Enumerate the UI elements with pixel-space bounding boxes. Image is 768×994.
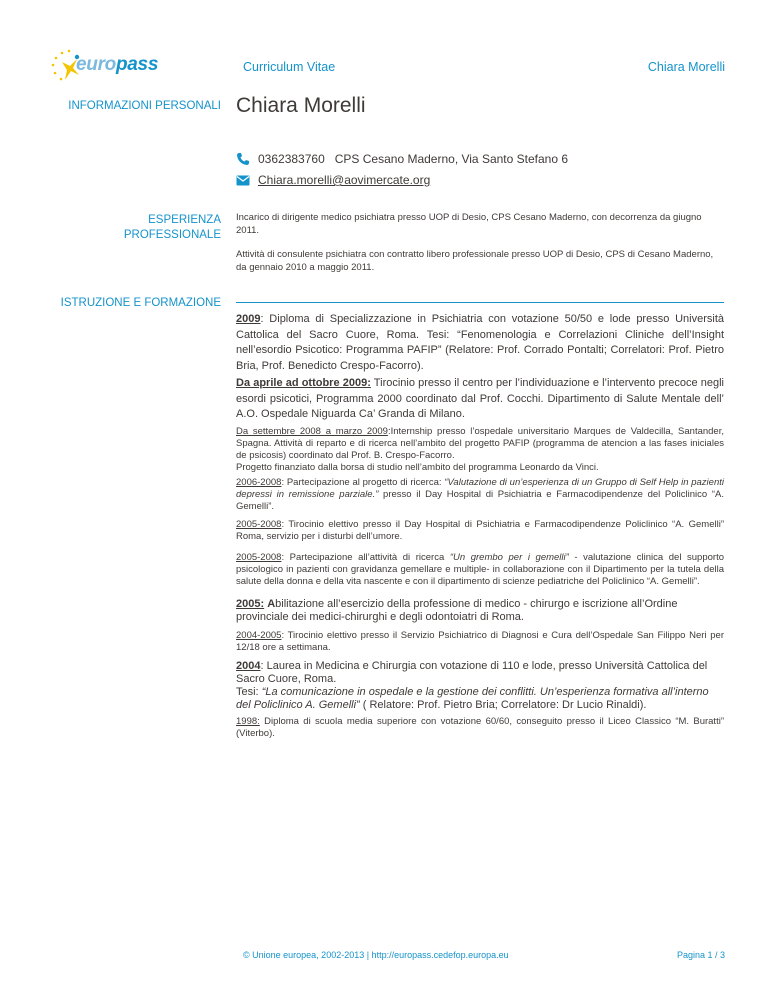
education-entry: 2005: Abilitazione all’esercizio della professione di medico - chirurgo e iscrizione all’Ordine provinciale dei medici-chirurghi e degli odontoiatri di Roma. bbox=[236, 598, 678, 623]
europass-logo bbox=[50, 48, 160, 86]
education-entry: Da aprile ad ottobre 2009: Tirocinio presso il centro per l’individuazione e l’intervento precoce negli esordi psicotici, Programma 2000 coordinato dal Prof. Cocchi. Dipartimento di Salute Mentale dell’ A.O. Ospedale Niguarda Ca’ Granda di Milano. bbox=[236, 377, 724, 420]
email-icon bbox=[236, 175, 250, 186]
education-entry: 1998: Diploma di scuola media superiore con votazione 60/60, conseguito presso il Liceo Classico “M. Buratti” (Viterbo). bbox=[236, 716, 724, 739]
experience-label: ESPERIENZA PROFESSIONALE bbox=[123, 214, 221, 241]
header-person-name: Chiara Morelli bbox=[647, 60, 725, 74]
doc-type-header: Curriculum Vitae bbox=[243, 60, 336, 74]
experience-item: Incarico di dirigente medico psichiatra presso UOP di Desio, CPS Cesano Maderno, con decorrenza da giugno 2011. bbox=[236, 212, 702, 236]
phone-number: 0362383760 bbox=[258, 152, 325, 166]
education-entry: 2004-2005: Tirocinio elettivo presso il Servizio Psichiatrico di Diagnosi e Cura dell’Ospedale San Filippo Neri per 12/18 ore a settimana. bbox=[236, 630, 724, 653]
email-line bbox=[236, 173, 430, 187]
education-entry: 2006-2008: Partecipazione al progetto di ricerca: “Valutazione di un’esperienza di un Gruppo di Self Help in pazienti depressi in remissione parziale.” presso il Day Hospital di Psichiatria e Farmacodipendenze del Policlinico “A. Gemelli”. bbox=[236, 477, 724, 512]
email-link[interactable]: Chiara.morelli@aovimercate.org bbox=[258, 173, 431, 187]
logo-text-euro: euro bbox=[76, 54, 116, 75]
personal-info-label: INFORMAZIONI PERSONALI bbox=[68, 100, 221, 112]
address: CPS Cesano Maderno, Via Santo Stefano 6 bbox=[334, 152, 569, 166]
phone-icon bbox=[236, 152, 250, 166]
phone-line bbox=[236, 152, 568, 166]
education-entry: Da settembre 2008 a marzo 2009:Internship presso l’ospedale universitario Marques de Valdecilla, Santander, Spagna. Attività di reparto e di ricerca nell’ambito del progetto PAFIP (programma de atencion a las fases iniciales de psicosis) coordinato dal Prof. B. Crespo-Facorro. Progetto finanziato dalla borsa di studio nell’ambito del programma Leonardo da Vinci. bbox=[236, 426, 724, 473]
education-entry: 2009: Diploma di Specializzazione in Psichiatria con votazione 50/50 e lode presso Università Cattolica del Sacro Cuore, Roma. Tesi: “Fenomenologia e Correlazioni Cliniche dell’Insight nell’esordio Psicotico: Programma PAFIP” (Relatore: Prof. Corrado Pontalti; Correlatori: Prof. Pietro Bria, Prof. Benedicto Crespo-Facorro). bbox=[236, 313, 724, 372]
education-entry: 2005-2008: Tirocinio elettivo presso il Day Hospital di Psichiatria e Farmacodipendenze Policlinico “A. Gemelli” Roma, servizio per i disturbi dell’umore. bbox=[236, 519, 724, 542]
experience-item: Attività di consulente psichiatra con contratto libero professionale presso UOP di Desio, CPS di Cesano Maderno, da gennaio 2010 a maggio 2011. bbox=[236, 249, 714, 273]
person-name: Chiara Morelli bbox=[236, 94, 366, 117]
section-divider bbox=[236, 302, 724, 303]
logo-text-pass: pass bbox=[115, 54, 159, 75]
education-entry: 2005-2008: Partecipazione all’attività di ricerca “Un grembo per i gemelli” - valutazione clinica del supporto psicologico in pazienti con gravidanza gemellare e multiple- in collaborazione con il Dipartimento per la tutela della salute della donna e della vita nascente e con il dipartimento di scienze pediatriche del Policlinico “A. Gemelli”. bbox=[236, 552, 724, 587]
page-number: Pagina 1 / 3 bbox=[676, 950, 725, 960]
education-entry: 2004: Laurea in Medicina e Chirurgia con votazione di 110 e lode, presso Università Cattolica del Sacro Cuore, Roma. Tesi: “La comunicazione in ospedale e la gestione dei conflitti. Un’esperienza formativa all’interno del Policlinico A. Gemelli” ( Relatore: Prof. Pietro Bria; Correlatore: Dr Lucio Rinaldi). bbox=[236, 660, 709, 711]
education-label: ISTRUZIONE E FORMAZIONE bbox=[60, 297, 221, 309]
footer-copyright: © Unione europea, 2002-2013 | http://europass.cedefop.europa.eu bbox=[243, 950, 509, 960]
